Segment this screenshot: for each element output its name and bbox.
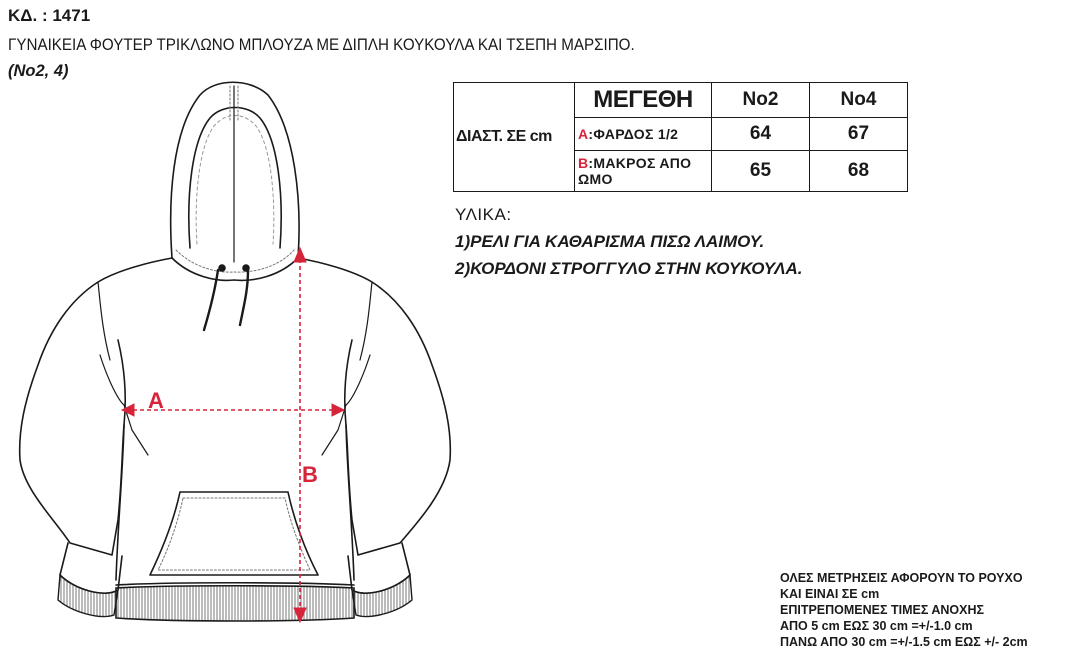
product-description: ΓΥΝΑΙΚΕΙΑ ΦΟΥΤΕΡ ΤΡΙΚΛΩΝΟ ΜΠΛΟΥΖΑ ΜΕ ΔΙΠΛΗ ΚΟΥΚΟΥΛΑ ΚΑΙ ΤΣΕΠΗ ΜΑΡΣΙΠΟ.: [8, 36, 635, 54]
product-code: ΚΔ. : 1471: [8, 6, 91, 25]
material-item: 1)ΡΕΛΙ ΓΙΑ ΚΑΘΑΡΙΣΜΑ ΠΙΣΩ ΛΑΙΜΟΥ.: [455, 232, 765, 251]
row-label-length: B:ΜΑΚΡΟΣ ΑΠΟ ΩΜΟ: [575, 151, 712, 192]
hood-inner: [189, 108, 281, 249]
tolerance-notes: [780, 570, 1028, 650]
column-header-no2: No2: [712, 83, 810, 118]
available-sizes: (No2, 4): [8, 62, 69, 80]
note-line: ΚΑΙ ΕΙΝΑΙ ΣΕ cm: [780, 587, 880, 601]
materials-title: ΥΛΙΚΑ:: [455, 205, 512, 224]
value-cell: 64: [712, 118, 810, 151]
row-label-width: A:ΦΑΡΔΟΣ 1/2: [575, 118, 712, 151]
value-cell: 67: [810, 118, 908, 151]
row-letter: A: [578, 126, 589, 142]
value-cell: 65: [712, 151, 810, 192]
measure-a-label: A: [148, 388, 164, 413]
note-line: ΟΛΕΣ ΜΕΤΡΗΣΕΙΣ ΑΦΟΡΟΥΝ ΤΟ ΡΟΥΧΟ: [780, 571, 1023, 585]
value-cell: 68: [810, 151, 908, 192]
note-line: ΑΠΟ 5 cm ΕΩΣ 30 cm =+/-1.0 cm: [780, 619, 973, 633]
note-line: ΠΑΝΩ ΑΠΟ 30 cm =+/-1.5 cm ΕΩΣ +/- 2cm: [780, 635, 1028, 649]
dimension-header: ΔΙΑΣΤ. ΣΕ cm: [454, 83, 575, 192]
measurement-table: [453, 82, 908, 192]
kangaroo-pocket: [150, 492, 318, 575]
size-header: ΜΕΓΕΘΗ: [575, 83, 712, 118]
ribbed-hem: [116, 586, 354, 621]
note-line: ΕΠΙΤΡΕΠΟΜΕΝΕΣ ΤΙΜΕΣ ΑΝΟΧΗΣ: [780, 603, 984, 617]
measure-b-label: B: [302, 462, 318, 487]
hood-outline: [171, 82, 299, 258]
hoodie-technical-drawing: [0, 70, 470, 660]
column-header-no4: No4: [810, 83, 908, 118]
measure-b-line: [294, 248, 306, 622]
row-letter: B: [578, 155, 589, 171]
material-item: 2)ΚΟΡΔΟΝΙ ΣΤΡΟΓΓΥΛΟ ΣΤΗΝ ΚΟΥΚΟΥΛΑ.: [455, 259, 803, 278]
